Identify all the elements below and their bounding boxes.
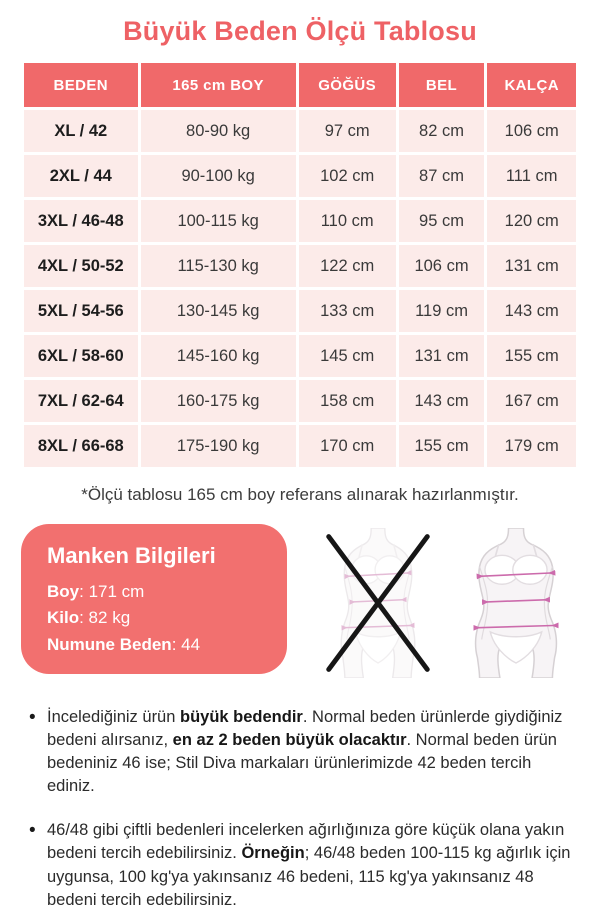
size-cell: 2XL / 44 xyxy=(23,154,140,199)
measurement-cell: 130-145 kg xyxy=(139,289,297,334)
size-cell: XL / 42 xyxy=(23,109,140,154)
model-info-section xyxy=(21,524,579,682)
size-cell: 6XL / 58-60 xyxy=(23,334,140,379)
header-gogus: GÖĞÜS xyxy=(297,62,397,109)
size-cell: 4XL / 50-52 xyxy=(23,244,140,289)
x-cross-icon xyxy=(317,528,439,678)
size-cell: 8XL / 66-68 xyxy=(23,424,140,469)
measurement-cell: 133 cm xyxy=(297,289,397,334)
reference-note: *Ölçü tablosu 165 cm boy referans alınarak hazırlanmıştır. xyxy=(81,485,519,504)
table-row xyxy=(23,109,578,154)
measurement-cell: 131 cm xyxy=(397,334,486,379)
model-info-card xyxy=(21,524,287,674)
measurement-cell: 155 cm xyxy=(397,424,486,469)
table-body xyxy=(23,109,578,469)
measurement-cell: 160-175 kg xyxy=(139,379,297,424)
table-row xyxy=(23,244,578,289)
model-height-line: Boy: 171 cm xyxy=(47,582,145,601)
table-row xyxy=(23,199,578,244)
measurement-cell: 90-100 kg xyxy=(139,154,297,199)
header-beden: BEDEN xyxy=(23,62,140,109)
measurement-cell: 155 cm xyxy=(486,334,578,379)
measurement-cell: 143 cm xyxy=(486,289,578,334)
model-weight-line: Kilo: 82 kg xyxy=(47,608,131,628)
measurement-cell: 106 cm xyxy=(397,244,486,289)
measurement-cell: 175-190 kg xyxy=(139,424,297,469)
measurement-cell: 106 cm xyxy=(486,109,578,154)
measurement-cell: 97 cm xyxy=(297,109,397,154)
measurement-cell: 158 cm xyxy=(297,379,397,424)
size-cell: 7XL / 62-64 xyxy=(23,379,140,424)
measurement-cell: 179 cm xyxy=(486,424,578,469)
measurement-cell: 115-130 kg xyxy=(139,244,297,289)
measurement-cell: 120 cm xyxy=(486,199,578,244)
measurement-cell: 111 cm xyxy=(486,154,578,199)
measurement-cell: 167 cm xyxy=(486,379,578,424)
header-kalca: KALÇA xyxy=(486,62,578,109)
model-sample-size-line: Numune Beden: 44 xyxy=(47,634,201,654)
measurement-cell: 80-90 kg xyxy=(139,109,297,154)
list-item: • İncelediğiniz ürün büyük bedendir. Normal beden ürünlerde giydiğiniz bedeni alırsanız, en az 2 beden büyük olacaktır. Normal beden ürün bedeniniz 46 ise; Stil Diva markaları ürünlerimizde 42 beden tercih ediniz. xyxy=(27,706,575,798)
measurement-cell: 145 cm xyxy=(297,334,397,379)
table-row xyxy=(23,379,578,424)
measurement-cell: 145-160 kg xyxy=(139,334,297,379)
correct-figure-icon xyxy=(455,528,577,678)
table-header-row xyxy=(23,62,578,109)
measurement-cell: 87 cm xyxy=(397,154,486,199)
page-title: Büyük Beden Ölçü Tablosu xyxy=(123,16,477,46)
measurement-cell: 119 cm xyxy=(397,289,486,334)
measurement-cell: 131 cm xyxy=(486,244,578,289)
measurement-cell: 95 cm xyxy=(397,199,486,244)
measurement-cell: 82 cm xyxy=(397,109,486,154)
model-info-title: Manken Bilgileri xyxy=(47,543,216,568)
table-row xyxy=(23,334,578,379)
measurement-cell: 100-115 kg xyxy=(139,199,297,244)
notes-list xyxy=(21,706,579,912)
measurement-cell: 110 cm xyxy=(297,199,397,244)
size-cell: 5XL / 54-56 xyxy=(23,289,140,334)
measurement-cell: 143 cm xyxy=(397,379,486,424)
size-cell: 3XL / 46-48 xyxy=(23,199,140,244)
table-row xyxy=(23,424,578,469)
crossed-out-figure-icon xyxy=(317,528,439,678)
list-item: • 46/48 gibi çiftli bedenleri incelerken ağırlığınıza göre küçük olana yakın bedeni tercih edebilirsiniz. Örneğin; 46/48 beden 100-115 kg ağırlık için uygunsa, 100 kg'ya yakınsanız 46 bedeni, 115 kg'ya yakınsanız 48 bedeni tercih edebilirsiniz. xyxy=(27,819,575,911)
header-bel: BEL xyxy=(397,62,486,109)
size-table xyxy=(21,60,579,470)
header-boy: 165 cm BOY xyxy=(139,62,297,109)
measurement-cell: 170 cm xyxy=(297,424,397,469)
measurement-cell: 122 cm xyxy=(297,244,397,289)
table-row xyxy=(23,154,578,199)
figure-illustrations xyxy=(287,524,579,678)
measurement-cell: 102 cm xyxy=(297,154,397,199)
table-row xyxy=(23,289,578,334)
